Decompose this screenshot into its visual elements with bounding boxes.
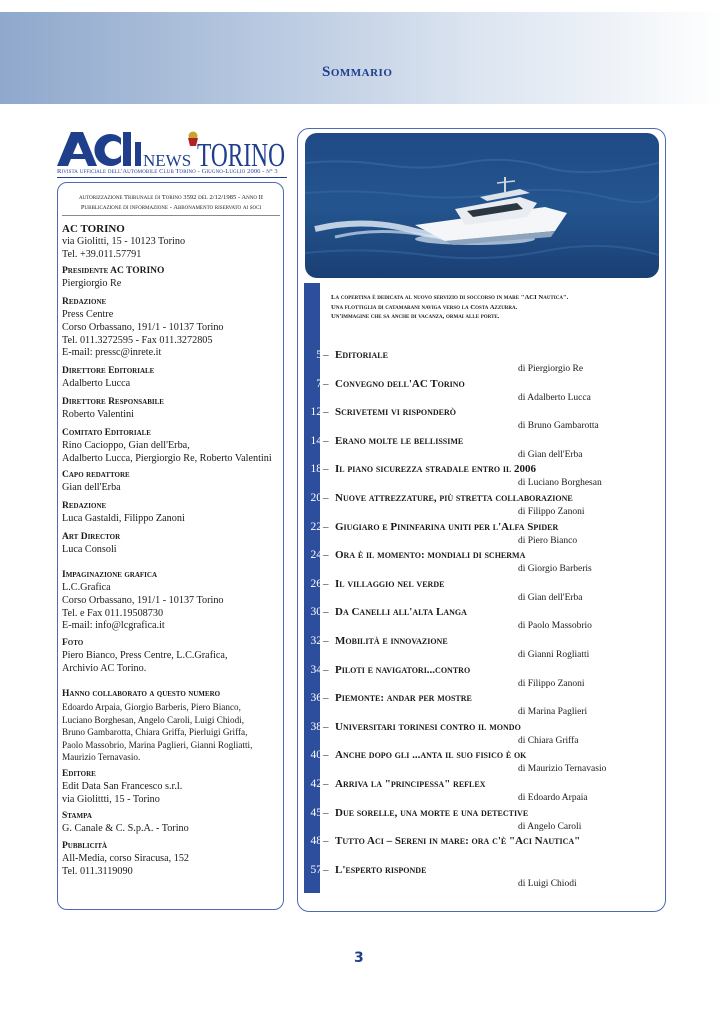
colophon-label: Redazione xyxy=(62,297,107,307)
colophon-line: Tel. 011.3272595 - Fax 011.3272805 xyxy=(62,334,213,346)
colophon-line: Edoardo Arpaia, Giorgio Barberis, Piero Bianco, xyxy=(62,702,241,712)
toc-title: Convegno dell'AC Torino xyxy=(335,377,465,390)
toc-title: Anche dopo gli ...anta il suo fisico è ok xyxy=(335,749,527,762)
toc-author: di Gianni Rogliatti xyxy=(518,650,590,660)
caption-line: La copertina è dedicata al nuovo servizio di soccorso in mare "ACI Nautica". xyxy=(331,294,569,301)
toc-dash: – xyxy=(323,863,329,876)
toc-title: Erano molte le bellissime xyxy=(335,434,464,447)
colophon-label: Redazione xyxy=(62,501,107,511)
header-band xyxy=(0,12,724,104)
toc-page-number: 38 xyxy=(310,720,322,733)
toc-entry xyxy=(304,461,664,491)
colophon-label: Editore xyxy=(62,769,96,779)
colophon-line: Tel. e Fax 011.19508730 xyxy=(62,607,164,619)
toc-dash: – xyxy=(323,778,329,790)
toc-dash: – xyxy=(323,692,329,705)
toc-dash: – xyxy=(323,606,329,619)
authorization-notice xyxy=(62,193,280,212)
colophon-label: Comitato Editoriale xyxy=(62,428,151,438)
toc-title: Nuove attrezzature, più stretta collaborazione xyxy=(335,492,573,504)
colophon-line: Corso Orbassano, 191/1 - 10137 Torino xyxy=(62,321,224,333)
divider xyxy=(62,215,280,216)
toc-dash: – xyxy=(323,720,329,733)
toc-title: Editoriale xyxy=(335,349,388,361)
toc-page-number: 14 xyxy=(310,434,322,447)
toc-entry xyxy=(304,690,664,720)
toc-entry xyxy=(304,404,664,434)
toc-author: di Luciano Borghesan xyxy=(518,478,602,489)
toc-page-number: 34 xyxy=(310,663,322,676)
page-number: 3 xyxy=(354,950,364,966)
colophon-block xyxy=(62,687,282,764)
colophon-block xyxy=(62,264,282,291)
colophon-line: Rino Cacioppo, Gian dell'Erba, xyxy=(62,440,190,451)
toc-title: Universitari torinesi contro il mondo xyxy=(335,720,521,733)
divider xyxy=(57,177,287,178)
toc-entry xyxy=(304,805,664,835)
toc-entry xyxy=(304,490,664,520)
colophon-line: Gian dell'Erba xyxy=(62,482,121,493)
toc-page-number: 18 xyxy=(310,463,322,476)
toc-page-number: 42 xyxy=(310,778,322,790)
toc-entry xyxy=(304,347,664,377)
colophon-line: E-mail: pressc@inrete.it xyxy=(62,347,162,359)
toc-author: di Angelo Caroli xyxy=(518,821,582,832)
toc-author: di Chiara Griffa xyxy=(518,735,579,746)
colophon-line: Tel. +39.011.57791 xyxy=(62,248,142,260)
colophon-block xyxy=(62,530,282,557)
toc-author: di Filippo Zanoni xyxy=(518,507,585,517)
svg-text:TORINO: TORINO xyxy=(197,137,285,174)
colophon-line: Bruno Gambarotta, Chiara Griffa, Pierluigi Griffa, xyxy=(62,727,248,738)
toc-page-number: 22 xyxy=(310,520,322,533)
toc-author: di Filippo Zanoni xyxy=(518,678,585,689)
toc-entry xyxy=(304,519,664,549)
svg-text:NEWS: NEWS xyxy=(143,151,192,170)
authorization-line: autorizzazione Tribunale di Torino 3592 del 2/12/1985 - Anno II xyxy=(78,194,263,201)
toc-page-number: 40 xyxy=(310,749,322,762)
toc-author: di Maurizio Ternavasio xyxy=(518,764,607,775)
toc-dash: – xyxy=(323,434,329,447)
toc-dash: – xyxy=(323,835,329,848)
toc-title: Ora è il momento: mondiali di scherma xyxy=(335,549,526,562)
colophon-label: AC TORINO xyxy=(62,223,125,235)
colophon-line: via Giolitti, 15 - 10123 Torino xyxy=(62,236,186,247)
colophon-line: Tel. 011.3119090 xyxy=(62,865,133,877)
colophon-label: Direttore Responsabile xyxy=(62,397,164,407)
toc-entry xyxy=(304,662,664,692)
toc-page-number: 12 xyxy=(310,406,322,419)
toc-title: Mobilità e innovazione xyxy=(335,635,448,647)
colophon-line: Roberto Valentini xyxy=(62,409,134,420)
colophon-label: Foto xyxy=(62,638,84,648)
logo-subtitle: Rivista ufficiale dell'Automobile Club Torino - Giugno-Luglio 2006 - n° 3 xyxy=(57,168,278,175)
colophon-block xyxy=(62,809,282,836)
toc-entry xyxy=(304,833,664,863)
toc-page-number: 24 xyxy=(310,549,322,562)
caption-line: Un'immagine che sa anche di vacanza, ormai alle porte. xyxy=(331,313,500,320)
toc-title: Piloti e navigatori...contro xyxy=(335,663,471,676)
cover-photo-catamaran xyxy=(305,133,659,278)
toc-title: Tutto Aci – Sereni in mare: ora c'è "Aci Nautica" xyxy=(335,835,581,848)
toc-dash: – xyxy=(323,463,329,476)
toc-title: Giugiaro e Pininfarina uniti per l'Alfa Spider xyxy=(335,520,559,533)
toc-title: Da Canelli all'alta Langa xyxy=(335,606,467,619)
colophon-label: Pubblicità xyxy=(62,841,108,851)
toc-title: Due sorelle, una morte e una detective xyxy=(335,806,529,819)
colophon-line: Luca Gastaldi, Filippo Zanoni xyxy=(62,513,185,524)
toc-entry xyxy=(304,604,664,634)
colophon-block xyxy=(62,426,282,466)
colophon-label: Art Director xyxy=(62,532,121,542)
toc-author: di Bruno Gambarotta xyxy=(518,421,599,432)
toc-dash: – xyxy=(323,806,329,819)
colophon-line: L.C.Grafica xyxy=(62,582,111,593)
colophon-label: Capo redattore xyxy=(62,470,130,480)
toc-author: di Piero Bianco xyxy=(518,535,578,546)
authorization-line: Pubblicazione di informazione - Abbonamento riservato ai soci xyxy=(80,203,262,211)
colophon-block xyxy=(62,636,282,676)
toc-author: di Paolo Massobrio xyxy=(518,621,592,632)
colophon-line: Archivio AC Torino. xyxy=(62,662,147,674)
colophon-line: via Giolittti, 15 - Torino xyxy=(62,793,160,805)
colophon-block xyxy=(62,499,282,526)
colophon-label: Presidente AC TORINO xyxy=(62,266,165,276)
toc-author: di Edoardo Arpaia xyxy=(518,793,588,803)
toc-page-number: 20 xyxy=(310,492,322,504)
toc-dash: – xyxy=(323,377,329,390)
toc-page-number: 30 xyxy=(310,606,322,619)
toc-dash: – xyxy=(323,520,329,533)
toc-dash: – xyxy=(323,635,329,647)
colophon-line: Press Centre xyxy=(62,309,114,320)
colophon-block xyxy=(62,468,282,495)
colophon-line: Edit Data San Francesco s.r.l. xyxy=(62,781,183,792)
toc-dash: – xyxy=(323,406,329,419)
toc-dash: – xyxy=(323,749,329,762)
colophon-line: Adalberto Lucca, Piergiorgio Re, Roberto Valentini xyxy=(62,452,272,464)
colophon-block xyxy=(62,222,282,262)
toc-title: Scrivetemi vi risponderò xyxy=(335,406,456,419)
toc-title: Piemonte: andar per mostre xyxy=(335,692,472,705)
colophon-line: Luciano Borghesan, Angelo Caroli, Luigi Chiodi, xyxy=(62,714,245,725)
toc-page-number: 45 xyxy=(310,806,322,819)
toc-dash: – xyxy=(323,549,329,562)
toc-dash: – xyxy=(323,577,329,590)
toc-dash: – xyxy=(323,663,329,676)
colophon-line: Piergiorgio Re xyxy=(62,278,122,289)
toc-author: di Luigi Chiodi xyxy=(518,878,577,889)
colophon-line: Corso Orbassano, 191/1 - 10137 Torino xyxy=(62,594,224,606)
toc-page-number: 5 xyxy=(316,349,322,361)
toc-title: L'esperto risponde xyxy=(335,863,427,876)
colophon-label: Stampa xyxy=(62,811,92,821)
toc-entry xyxy=(304,747,664,777)
toc-author: di Giorgio Barberis xyxy=(518,564,592,575)
toc-entry xyxy=(304,862,664,892)
toc-title: Il piano sicurezza stradale entro il 2006 xyxy=(335,463,537,476)
colophon-line: Luca Consoli xyxy=(62,544,117,555)
colophon-block xyxy=(62,364,282,391)
toc-author: di Gian dell'Erba xyxy=(518,592,583,603)
toc-page-number: 57 xyxy=(310,863,322,876)
toc-entry xyxy=(304,376,664,406)
colophon-line: E-mail: info@lcgrafica.it xyxy=(62,620,165,632)
colophon-line: All-Media, corso Siracusa, 152 xyxy=(62,853,190,864)
toc-entry xyxy=(304,719,664,749)
toc-page-number: 48 xyxy=(310,835,322,848)
toc-page-number: 32 xyxy=(310,635,322,647)
toc-dash: – xyxy=(323,349,329,361)
toc-entry xyxy=(304,433,664,463)
colophon-label: Hanno collaborato a questo numero xyxy=(62,689,221,699)
toc-page-number: 36 xyxy=(310,692,322,705)
colophon-block xyxy=(62,839,282,879)
toc-entry xyxy=(304,633,664,663)
colophon-label: Impaginazione grafica xyxy=(62,570,157,580)
colophon-block xyxy=(62,295,282,360)
colophon-line: Maurizio Ternavasio. xyxy=(62,752,141,763)
toc-title: Arriva la "principessa" reflex xyxy=(335,778,486,790)
caption-line: Una flottiglia di catamarani naviga verso la Costa Azzurra. xyxy=(331,303,518,311)
toc-dash: – xyxy=(323,492,329,504)
page-title: Sommario xyxy=(322,64,393,80)
toc-page-number: 26 xyxy=(310,577,322,590)
colophon-line: Adalberto Lucca xyxy=(62,378,131,389)
toc-entry xyxy=(304,776,664,806)
colophon-label: Direttore Editoriale xyxy=(62,366,155,376)
toc-author: di Adalberto Lucca xyxy=(518,392,591,403)
colophon-line: Paolo Massobrio, Marina Paglieri, Gianni Rogliatti, xyxy=(62,739,253,750)
toc-author: di Piergiorgio Re xyxy=(518,364,584,374)
colophon-block xyxy=(62,395,282,422)
colophon-block xyxy=(62,568,282,633)
toc-author: di Marina Paglieri xyxy=(518,707,588,718)
colophon-line: Piero Bianco, Press Centre, L.C.Grafica, xyxy=(62,650,228,661)
toc-page-number: 7 xyxy=(316,377,322,390)
cover-caption xyxy=(331,293,661,322)
toc-author: di Gian dell'Erba xyxy=(518,449,583,460)
toc-entry xyxy=(304,547,664,577)
colophon-block xyxy=(62,767,282,807)
toc-entry xyxy=(304,576,664,606)
colophon-line: G. Canale & C. S.p.A. - Torino xyxy=(62,823,189,834)
toc-title: Il villaggio nel verde xyxy=(335,577,445,590)
